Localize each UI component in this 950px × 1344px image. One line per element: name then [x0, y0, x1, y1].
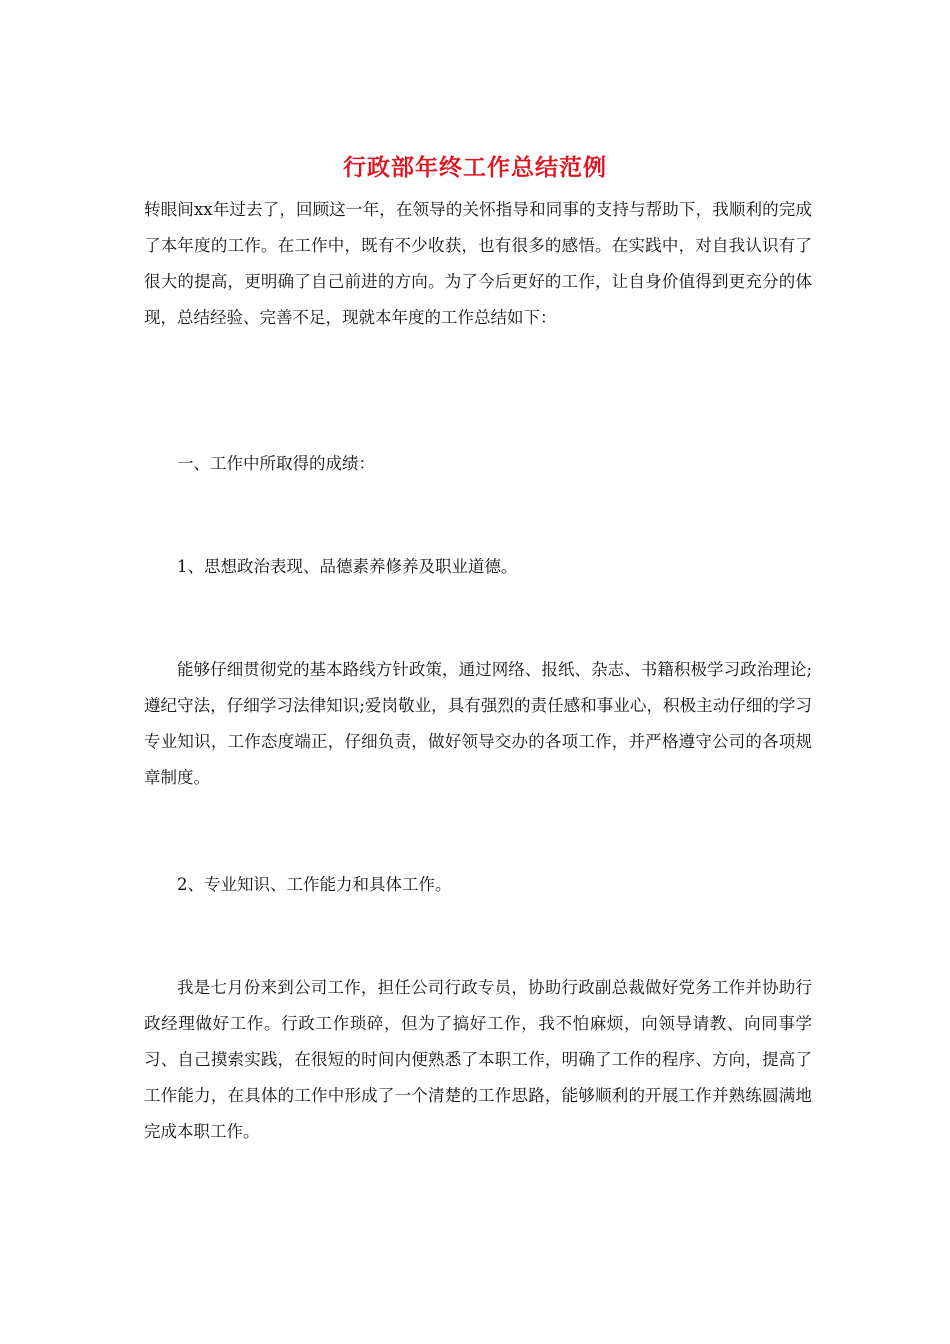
item-body-political: 能够仔细贯彻党的基本路线方针政策，通过网络、报纸、杂志、书籍积极学习政治理论;遵纪守法，仔细学习法律知识;爱岗敬业，具有强烈的责任感和事业心，积极主动仔细的学习专业知识，工作态度端正，仔细负责，做好领导交办的各项工作，并严格遵守公司的各项规章制度。	[144, 660, 812, 787]
section-heading-achievements: 一、工作中所取得的成绩：	[177, 454, 375, 473]
document-title: 行政部年终工作总结范例	[343, 154, 607, 181]
item-body-professional: 我是七月份来到公司工作，担任公司行政专员，协助行政副总裁做好党务工作并协助行政经理做好工作。行政工作琐碎，但为了搞好工作，我不怕麻烦，向领导请教、向同事学习、自己摸索实践，在很短的时间内便熟悉了本职工作，明确了工作的程序、方向，提高了工作能力，在具体的工作中形成了一个清楚的工作思路，能够顺利的开展工作并熟练圆满地完成本职工作。	[144, 978, 812, 1141]
item-heading-professional: 2、专业知识、工作能力和具体工作。	[177, 875, 452, 894]
item-heading-political: 1、思想政治表现、品德素养修养及职业道德。	[177, 557, 518, 576]
intro-paragraph: 转眼间xx年过去了，回顾这一年，在领导的关怀指导和同事的支持与帮助下，我顺利的完成了本年度的工作。在工作中，既有不少收获，也有很多的感悟。在实践中，对自我认识有了很大的提高，更明确了自己前进的方向。为了今后更好的工作，让自身价值得到更充分的体现，总结经验、完善不足，现就本年度的工作总结如下：	[144, 200, 812, 327]
